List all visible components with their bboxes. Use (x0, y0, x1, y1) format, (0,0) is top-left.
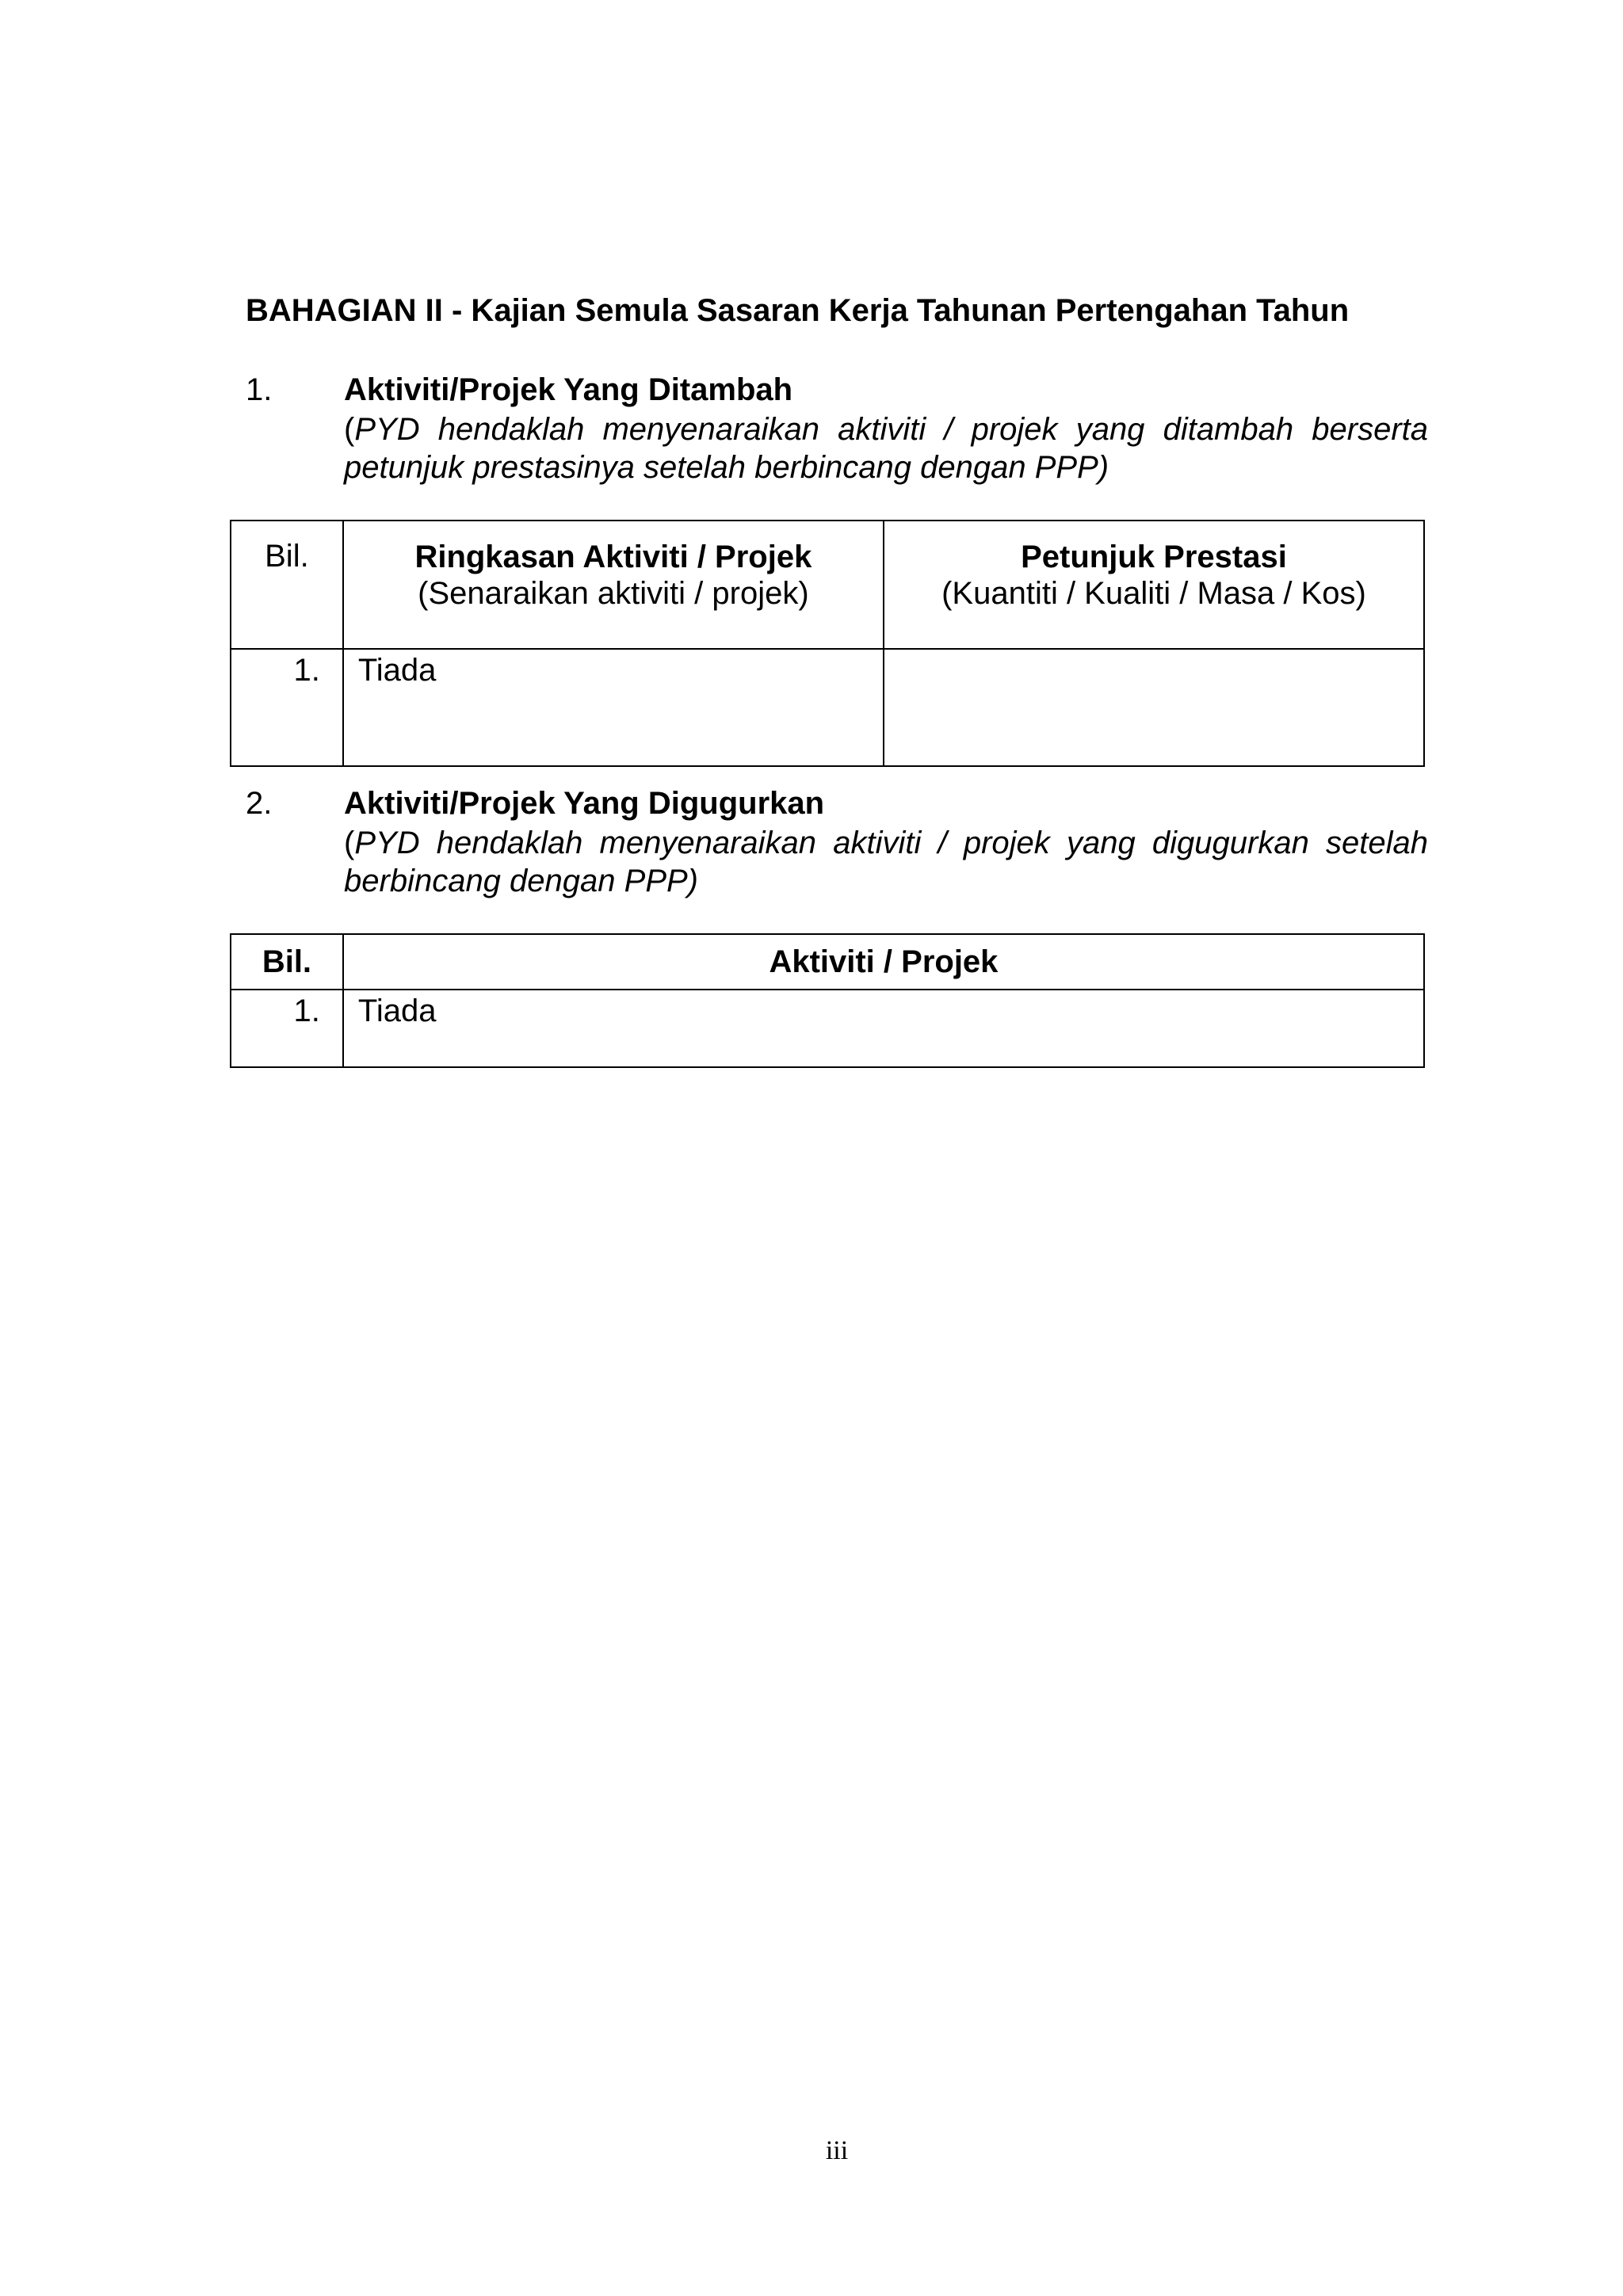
row-bil: 1. (231, 990, 343, 1067)
header-activity-summary-title: Ringkasan Aktiviti / Projek (414, 540, 812, 574)
section-instruction (344, 410, 1428, 486)
header-bil: Bil. (231, 934, 343, 990)
header-activity: Aktiviti / Projek (343, 934, 1424, 990)
table-header-row (231, 521, 1424, 649)
row-indicator (884, 649, 1424, 766)
instruction-text: PYD hendaklah menyenaraikan aktiviti / projek yang ditambah berserta petunjuk prestasinya setelah berbincang dengan PPP) (344, 412, 1428, 485)
part-title: BAHAGIAN II - Kajian Semula Sasaran Kerja Tahunan Pertengahan Tahun (246, 293, 1350, 328)
table-row (231, 649, 1424, 766)
open-paren: ( (344, 826, 355, 860)
section-number: 1. (246, 372, 273, 407)
table-header-row (231, 934, 1424, 990)
header-performance-indicator-subtitle: (Kuantiti / Kualiti / Masa / Kos) (941, 576, 1366, 611)
row-activity: Tiada (343, 649, 884, 766)
header-performance-indicator (884, 521, 1424, 649)
table-row (231, 990, 1424, 1067)
row-activity: Tiada (343, 990, 1424, 1067)
header-activity-summary-subtitle: (Senaraikan aktiviti / projek) (418, 576, 809, 611)
section-number: 2. (246, 786, 273, 821)
open-paren: ( (344, 412, 355, 447)
row-bil: 1. (231, 649, 343, 766)
added-activities-table (230, 520, 1425, 767)
instruction-text: PYD hendaklah menyenaraikan aktiviti / projek yang digugurkan setelah berbincang dengan PPP) (344, 826, 1428, 898)
section-instruction (344, 824, 1428, 900)
page-number: iii (825, 2136, 849, 2165)
header-bil: Bil. (231, 521, 343, 649)
dropped-activities-table (230, 933, 1425, 1068)
section-heading: Aktiviti/Projek Yang Digugurkan (344, 786, 825, 821)
header-performance-indicator-title: Petunjuk Prestasi (1021, 540, 1287, 574)
header-activity-summary (343, 521, 884, 649)
section-heading: Aktiviti/Projek Yang Ditambah (344, 372, 793, 407)
